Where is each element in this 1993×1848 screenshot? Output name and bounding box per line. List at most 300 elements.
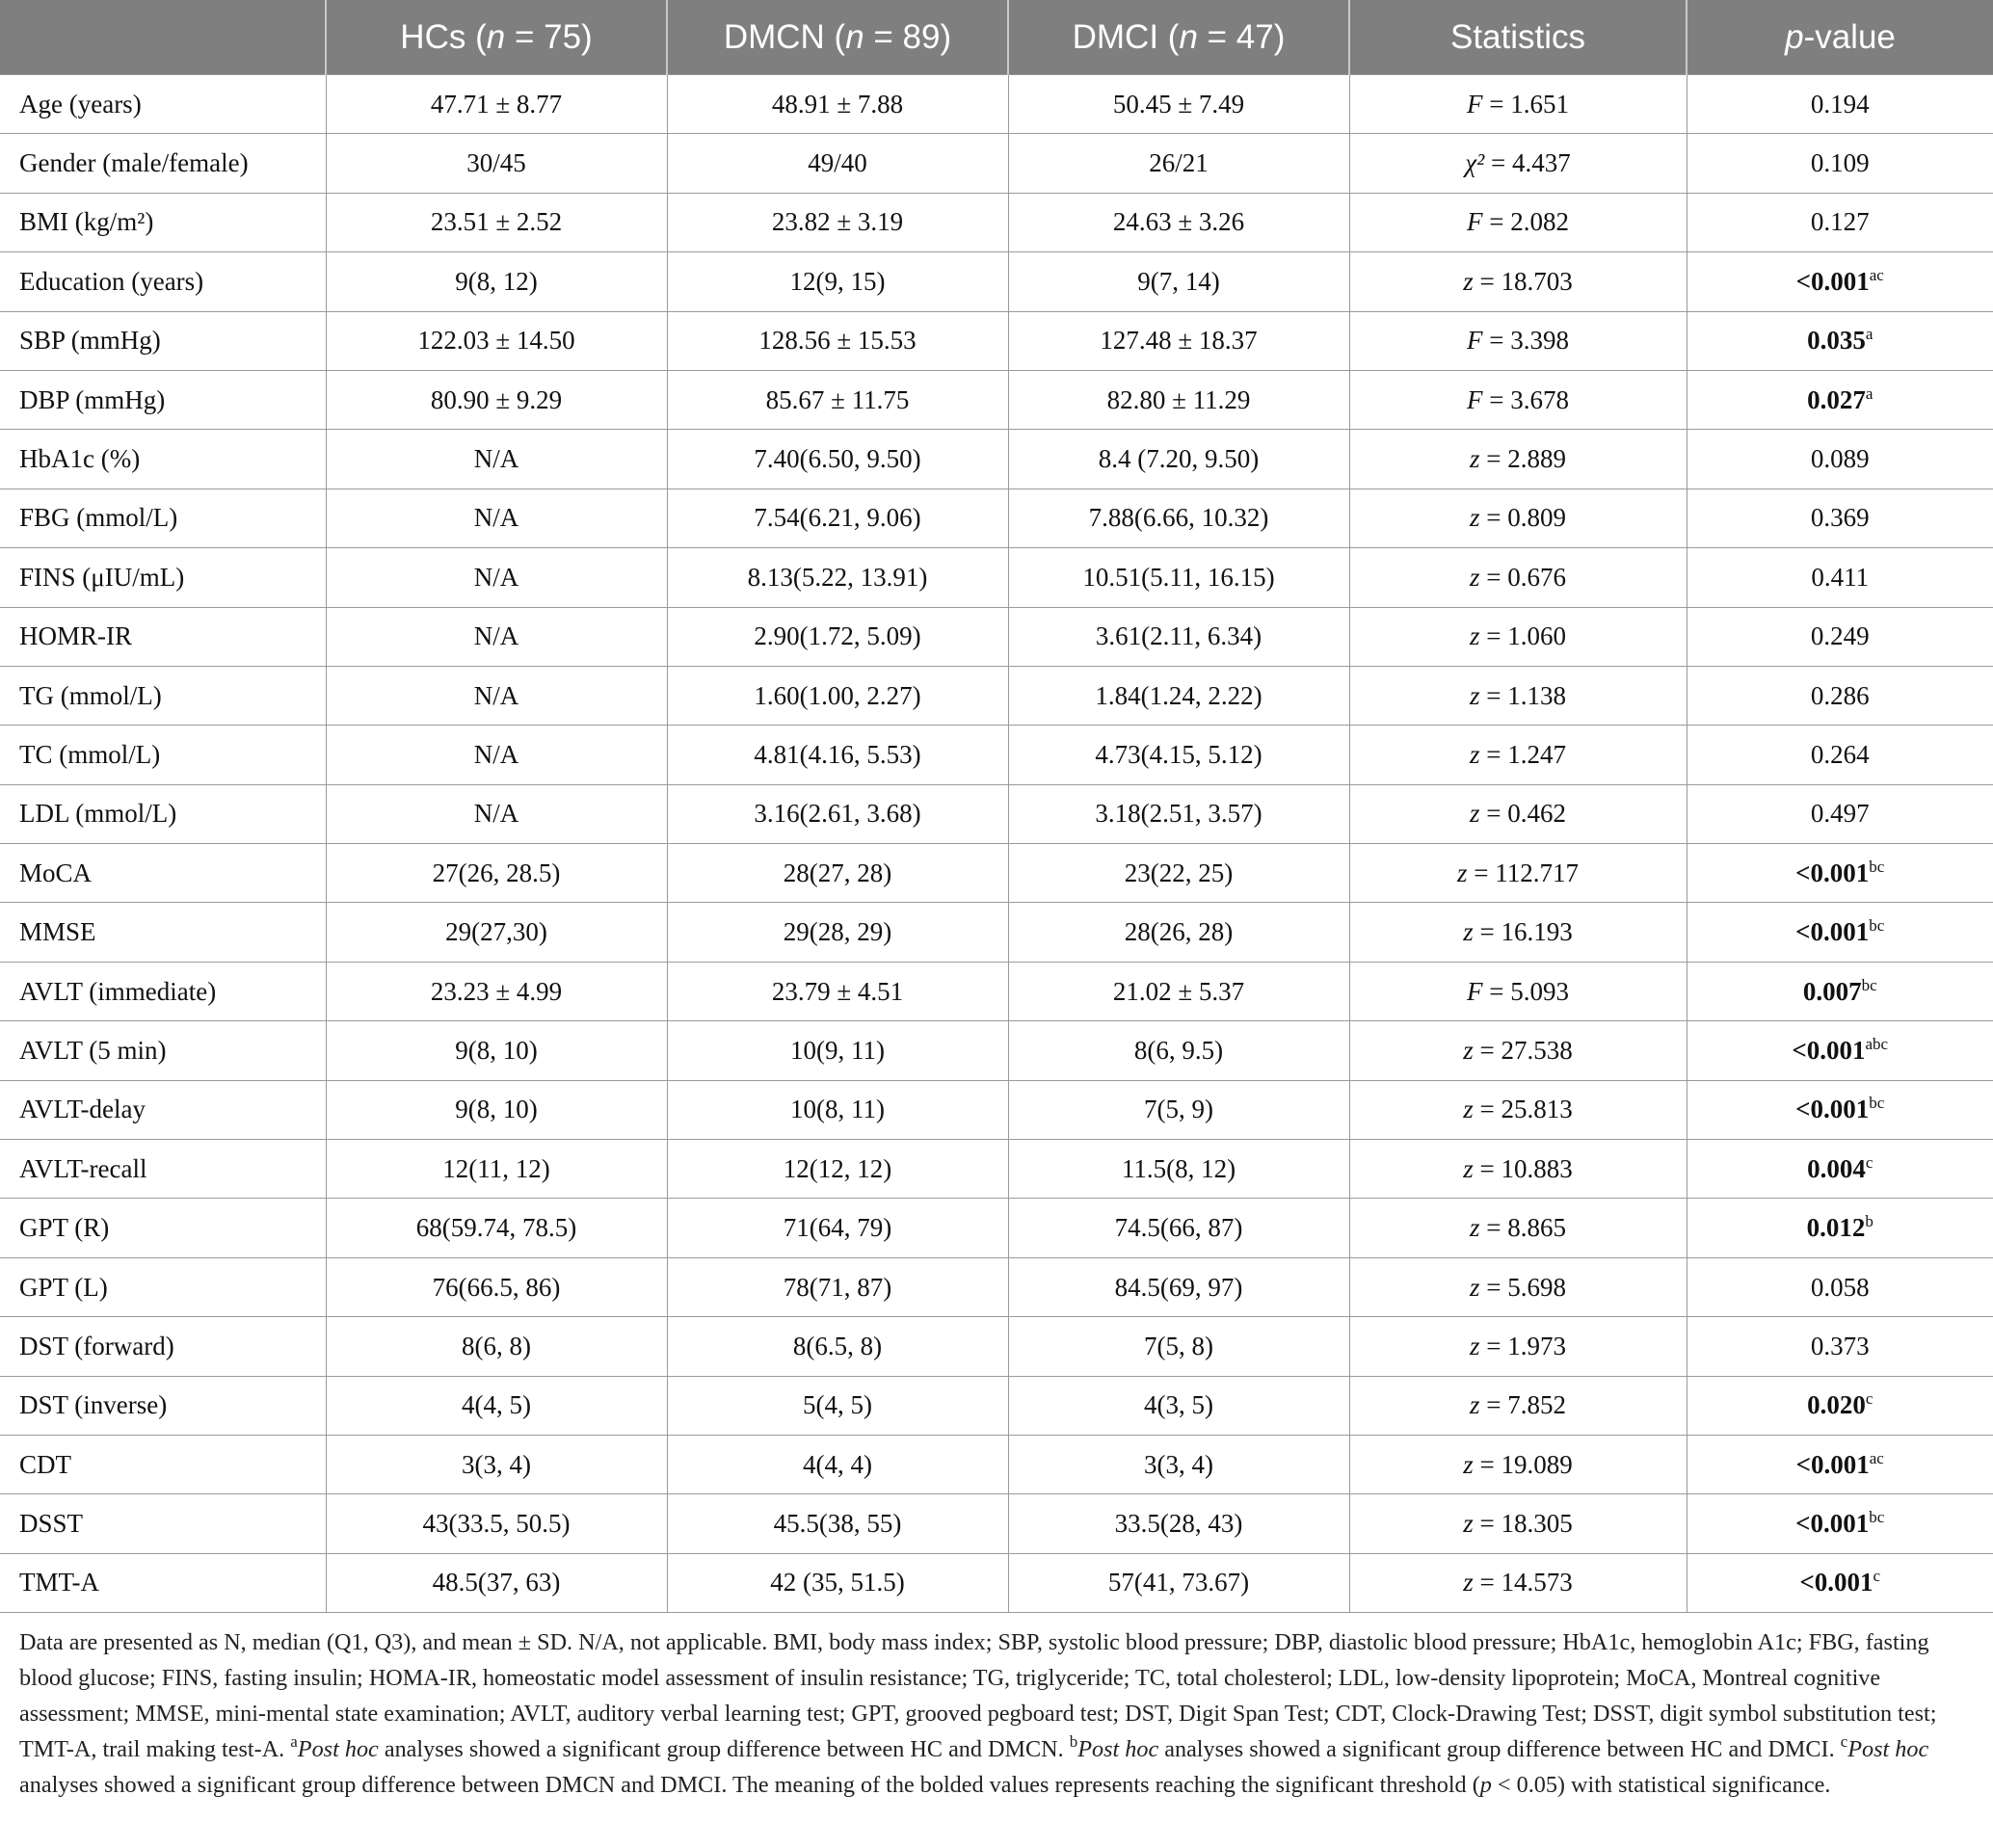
p-value-number: <0.001 (1795, 1449, 1870, 1479)
cell-dmci: 26/21 (1008, 134, 1349, 193)
header-hcs: HCs (n = 75) (326, 0, 667, 75)
cell-statistics (1349, 75, 1687, 134)
p-value-number: 0.127 (1810, 207, 1870, 237)
header-hcs-name: HCs (400, 17, 466, 56)
stat-symbol: F (1467, 384, 1483, 414)
cell-dmci: 3.61(2.11, 6.34) (1008, 607, 1349, 666)
stat-value: = 1.138 (1479, 680, 1566, 710)
cell-dmci: 21.02 ± 5.37 (1008, 962, 1349, 1020)
stat-value: = 112.717 (1467, 858, 1579, 887)
p-value-number: 0.194 (1810, 89, 1870, 119)
table-row (0, 666, 1993, 725)
cell-hcs: 80.90 ± 9.29 (326, 370, 667, 429)
cell-hcs: 9(8, 12) (326, 252, 667, 311)
p-value-superscript: ac (1869, 265, 1884, 284)
table-row (0, 1553, 1993, 1612)
footnote-end: < 0.05) with statistical significance. (1491, 1772, 1831, 1799)
cell-dmci: 7.88(6.66, 10.32) (1008, 488, 1349, 547)
cell-statistics (1349, 903, 1687, 962)
cell-dmcn: 10(8, 11) (667, 1080, 1008, 1139)
cell-statistics (1349, 1553, 1687, 1612)
stat-symbol: χ² (1465, 148, 1485, 178)
cell-dmcn: 3.16(2.61, 3.68) (667, 784, 1008, 843)
footnote-text-a: analyses showed a significant group difference between HC and DMCN. (378, 1736, 1070, 1763)
cell-dmcn: 8.13(5.22, 13.91) (667, 548, 1008, 607)
stat-symbol: z (1470, 680, 1480, 710)
cell-dmcn: 7.40(6.50, 9.50) (667, 430, 1008, 488)
footnote-posthoc-a: Post hoc (297, 1736, 379, 1763)
footnote-abbreviations: Data are presented as N, median (Q1, Q3), and mean ± SD. N/A, not applicable. BMI, body mass index; SBP, systolic blood pressure; DBP, diastolic blood pressure; HbA1c, hemoglobin A1c; FBG, fasting blood glucose; FINS, fasting insulin; HOMA-IR, homeostatic model assessment of insulin resistance; TG, triglyceride; TC, total cholesterol; LDL, low-density lipoprotein; MoCA, Montreal cognitive assessment; MMSE, mini-mental state examination; AVLT, auditory verbal learning test; GPT, grooved pegboard test; DST, Digit Span Test; CDT, Clock-Drawing Test; DSST, digit symbol substitution test; TMT-A, trail making test-A. (19, 1629, 1937, 1763)
cell-dmci: 33.5(28, 43) (1008, 1494, 1349, 1553)
p-value-number: 0.012 (1806, 1213, 1866, 1243)
header-variable (0, 0, 326, 75)
footnote-sup-b: b (1069, 1732, 1078, 1752)
header-p-italic: p (1785, 17, 1804, 56)
cell-statistics (1349, 607, 1687, 666)
cell-hcs: 30/45 (326, 134, 667, 193)
cell-statistics (1349, 666, 1687, 725)
header-dmci-n: n (1179, 17, 1198, 56)
footnote-text-c: analyses showed a significant group difference between DMCN and DMCI. The meaning of the bolded values represents reaching the significant threshold ( (19, 1772, 1480, 1799)
header-p-value (1687, 0, 1993, 75)
cell-dmcn: 10(9, 11) (667, 1021, 1008, 1080)
cell-dmci: 3.18(2.51, 3.57) (1008, 784, 1349, 843)
cell-statistics (1349, 1257, 1687, 1316)
cell-dmcn: 8(6.5, 8) (667, 1317, 1008, 1376)
cell-hcs: 4(4, 5) (326, 1376, 667, 1435)
cell-dmcn: 49/40 (667, 134, 1008, 193)
table-row (0, 548, 1993, 607)
stat-value: = 18.703 (1473, 266, 1573, 296)
cell-p-value (1687, 1553, 1993, 1612)
stat-value: = 7.852 (1479, 1390, 1566, 1420)
cell-dmcn: 23.82 ± 3.19 (667, 193, 1008, 251)
cell-dmcn: 78(71, 87) (667, 1257, 1008, 1316)
stat-value: = 1.247 (1479, 739, 1566, 769)
row-label: TC (mmol/L) (0, 726, 326, 784)
cell-p-value (1687, 370, 1993, 429)
cell-dmci: 23(22, 25) (1008, 844, 1349, 903)
cell-dmcn: 12(9, 15) (667, 252, 1008, 311)
row-label: HbA1c (%) (0, 430, 326, 488)
cell-hcs: N/A (326, 726, 667, 784)
cell-p-value (1687, 75, 1993, 134)
cell-statistics (1349, 962, 1687, 1020)
stat-value: = 0.809 (1479, 503, 1566, 533)
stat-symbol: z (1463, 1035, 1474, 1065)
cell-hcs: 68(59.74, 78.5) (326, 1199, 667, 1257)
cell-hcs: 23.51 ± 2.52 (326, 193, 667, 251)
stat-symbol: F (1467, 326, 1483, 356)
table-row (0, 1317, 1993, 1376)
cell-hcs: 8(6, 8) (326, 1317, 667, 1376)
cell-dmci: 8(6, 9.5) (1008, 1021, 1349, 1080)
cell-p-value (1687, 607, 1993, 666)
p-value-superscript: c (1865, 1389, 1873, 1409)
stat-value: = 5.698 (1479, 1272, 1566, 1302)
cell-p-value (1687, 311, 1993, 370)
header-dmcn-n: n (845, 17, 864, 56)
cell-dmci: 4.73(4.15, 5.12) (1008, 726, 1349, 784)
p-value-superscript: b (1865, 1212, 1873, 1231)
stat-value: = 10.883 (1473, 1153, 1573, 1183)
row-label: AVLT-recall (0, 1140, 326, 1199)
table-row (0, 726, 1993, 784)
row-label: Gender (male/female) (0, 134, 326, 193)
p-value-number: <0.001 (1795, 1509, 1870, 1539)
row-label: GPT (L) (0, 1257, 326, 1316)
cell-hcs: 48.5(37, 63) (326, 1553, 667, 1612)
p-value-superscript: a (1865, 383, 1873, 403)
footnote-posthoc-b: Post hoc (1077, 1736, 1159, 1763)
cell-dmcn: 48.91 ± 7.88 (667, 75, 1008, 134)
cell-hcs: N/A (326, 548, 667, 607)
cell-p-value (1687, 252, 1993, 311)
cell-dmci: 57(41, 73.67) (1008, 1553, 1349, 1612)
cell-p-value (1687, 430, 1993, 488)
stat-value: = 1.651 (1482, 89, 1569, 119)
cell-dmcn: 28(27, 28) (667, 844, 1008, 903)
cell-p-value (1687, 1021, 1993, 1080)
cell-dmci: 82.80 ± 11.29 (1008, 370, 1349, 429)
cell-dmci: 50.45 ± 7.49 (1008, 75, 1349, 134)
cell-dmci: 8.4 (7.20, 9.50) (1008, 430, 1349, 488)
cell-dmci: 7(5, 9) (1008, 1080, 1349, 1139)
p-value-superscript: bc (1869, 916, 1885, 936)
cell-p-value (1687, 844, 1993, 903)
footnote-p-italic: p (1479, 1772, 1492, 1799)
table-body (0, 75, 1993, 1613)
stat-symbol: z (1463, 1095, 1474, 1124)
cell-hcs: 76(66.5, 86) (326, 1257, 667, 1316)
p-value-superscript: bc (1869, 1094, 1885, 1113)
p-value-superscript: a (1865, 325, 1873, 344)
cell-p-value (1687, 134, 1993, 193)
cell-dmci: 74.5(66, 87) (1008, 1199, 1349, 1257)
p-value-number: 0.089 (1810, 444, 1870, 474)
table-row (0, 607, 1993, 666)
cell-dmci: 127.48 ± 18.37 (1008, 311, 1349, 370)
cell-dmci: 24.63 ± 3.26 (1008, 193, 1349, 251)
cell-dmcn: 45.5(38, 55) (667, 1494, 1008, 1553)
cell-dmci: 4(3, 5) (1008, 1376, 1349, 1435)
p-value-number: 0.020 (1807, 1390, 1866, 1420)
table-row (0, 193, 1993, 251)
stat-symbol: z (1457, 858, 1468, 887)
stat-value: = 4.437 (1484, 148, 1571, 178)
row-label: Age (years) (0, 75, 326, 134)
cell-hcs: 27(26, 28.5) (326, 844, 667, 903)
stat-symbol: F (1467, 89, 1483, 119)
table-row (0, 962, 1993, 1020)
cell-dmcn: 29(28, 29) (667, 903, 1008, 962)
cell-statistics (1349, 844, 1687, 903)
cell-statistics (1349, 1080, 1687, 1139)
row-label: CDT (0, 1435, 326, 1493)
p-value-superscript: abc (1865, 1034, 1889, 1053)
table-row (0, 784, 1993, 843)
p-value-superscript: bc (1861, 975, 1877, 994)
stat-value: = 1.060 (1479, 621, 1566, 651)
cell-statistics (1349, 548, 1687, 607)
stat-symbol: z (1470, 503, 1480, 533)
p-value-number: 0.286 (1810, 680, 1870, 710)
table-row (0, 311, 1993, 370)
footnote-sup-c: c (1840, 1732, 1848, 1752)
header-dmci: DMCI (n = 47) (1008, 0, 1349, 75)
header-statistics: Statistics (1349, 0, 1687, 75)
stat-symbol: z (1470, 799, 1480, 829)
cell-p-value (1687, 1080, 1993, 1139)
row-label: DST (forward) (0, 1317, 326, 1376)
p-value-superscript: ac (1869, 1448, 1884, 1467)
stat-symbol: z (1463, 1153, 1474, 1183)
cell-dmcn: 4.81(4.16, 5.53) (667, 726, 1008, 784)
p-value-number: 0.369 (1810, 503, 1870, 533)
cell-p-value (1687, 962, 1993, 1020)
cell-hcs: 9(8, 10) (326, 1080, 667, 1139)
stat-value: = 2.889 (1479, 444, 1566, 474)
row-label: DSST (0, 1494, 326, 1553)
cell-dmci: 1.84(1.24, 2.22) (1008, 666, 1349, 725)
cell-dmci: 3(3, 4) (1008, 1435, 1349, 1493)
p-value-number: 0.411 (1811, 562, 1870, 592)
cell-p-value (1687, 903, 1993, 962)
stat-symbol: z (1470, 739, 1480, 769)
table-row (0, 1494, 1993, 1553)
header-dmcn-name: DMCN (723, 17, 825, 56)
cell-statistics (1349, 1317, 1687, 1376)
cell-hcs: 23.23 ± 4.99 (326, 962, 667, 1020)
table-row (0, 75, 1993, 134)
cell-p-value (1687, 548, 1993, 607)
cell-dmcn: 1.60(1.00, 2.27) (667, 666, 1008, 725)
p-value-superscript: c (1873, 1567, 1881, 1586)
table-row (0, 430, 1993, 488)
cell-dmcn: 5(4, 5) (667, 1376, 1008, 1435)
row-label: HOMR-IR (0, 607, 326, 666)
header-dmci-name: DMCI (1072, 17, 1159, 56)
cell-p-value (1687, 784, 1993, 843)
stat-value: = 3.678 (1482, 384, 1569, 414)
stat-value: = 19.089 (1473, 1449, 1573, 1479)
header-dmcn-count: = 89 (864, 17, 941, 56)
cell-dmci: 84.5(69, 97) (1008, 1257, 1349, 1316)
cell-hcs: 122.03 ± 14.50 (326, 311, 667, 370)
cell-statistics (1349, 488, 1687, 547)
p-value-number: <0.001 (1792, 1035, 1866, 1065)
p-value-number: 0.497 (1810, 799, 1870, 829)
cell-hcs: N/A (326, 784, 667, 843)
stat-value: = 27.538 (1473, 1035, 1573, 1065)
row-label: MoCA (0, 844, 326, 903)
p-value-number: 0.035 (1807, 326, 1866, 356)
cell-statistics (1349, 1376, 1687, 1435)
table-row (0, 1021, 1993, 1080)
cell-p-value (1687, 1494, 1993, 1553)
cell-hcs: N/A (326, 488, 667, 547)
stat-symbol: z (1463, 266, 1474, 296)
p-value-number: 0.027 (1807, 384, 1866, 414)
header-p-rest: -value (1803, 17, 1896, 56)
p-value-number: 0.109 (1810, 148, 1870, 178)
stat-value: = 14.573 (1473, 1568, 1573, 1597)
row-label: DST (inverse) (0, 1376, 326, 1435)
footnote-text-b: analyses showed a significant group difference between HC and DMCI. (1158, 1736, 1841, 1763)
table-row (0, 1199, 1993, 1257)
table-row (0, 1435, 1993, 1493)
row-label: FINS (μIU/mL) (0, 548, 326, 607)
table-row (0, 1140, 1993, 1199)
stat-symbol: z (1470, 1213, 1480, 1243)
cell-p-value (1687, 193, 1993, 251)
stat-symbol: z (1463, 917, 1474, 947)
cell-dmcn: 42 (35, 51.5) (667, 1553, 1008, 1612)
cell-dmci: 28(26, 28) (1008, 903, 1349, 962)
cell-statistics (1349, 726, 1687, 784)
stat-symbol: F (1467, 207, 1483, 237)
cell-hcs: 12(11, 12) (326, 1140, 667, 1199)
row-label: AVLT (5 min) (0, 1021, 326, 1080)
p-value-number: <0.001 (1799, 1568, 1873, 1597)
stat-symbol: z (1463, 1568, 1474, 1597)
p-value-number: <0.001 (1795, 1095, 1870, 1124)
cell-p-value (1687, 1199, 1993, 1257)
table-row (0, 844, 1993, 903)
stat-value: = 0.462 (1479, 799, 1566, 829)
stat-symbol: z (1470, 1331, 1480, 1360)
header-row (0, 0, 1993, 75)
row-label: BMI (kg/m²) (0, 193, 326, 251)
table-row (0, 1257, 1993, 1316)
cell-p-value (1687, 666, 1993, 725)
cell-statistics (1349, 370, 1687, 429)
table-row (0, 252, 1993, 311)
stat-symbol: z (1470, 562, 1480, 592)
cell-p-value (1687, 1435, 1993, 1493)
cell-dmcn: 23.79 ± 4.51 (667, 962, 1008, 1020)
table-row (0, 370, 1993, 429)
row-label: Education (years) (0, 252, 326, 311)
stat-value: = 1.973 (1479, 1331, 1566, 1360)
table-row (0, 1080, 1993, 1139)
cell-dmci: 11.5(8, 12) (1008, 1140, 1349, 1199)
cell-hcs: 47.71 ± 8.77 (326, 75, 667, 134)
cell-dmcn: 12(12, 12) (667, 1140, 1008, 1199)
cell-statistics (1349, 1494, 1687, 1553)
cell-dmci: 9(7, 14) (1008, 252, 1349, 311)
p-value-number: 0.373 (1810, 1331, 1870, 1360)
cell-hcs: 9(8, 10) (326, 1021, 667, 1080)
cell-statistics (1349, 134, 1687, 193)
stat-symbol: z (1470, 621, 1480, 651)
row-label: SBP (mmHg) (0, 311, 326, 370)
cell-hcs: N/A (326, 430, 667, 488)
footnote-posthoc-c: Post hoc (1847, 1736, 1929, 1763)
cell-dmcn: 128.56 ± 15.53 (667, 311, 1008, 370)
cell-statistics (1349, 1199, 1687, 1257)
header-dmcn: DMCN (n = 89) (667, 0, 1008, 75)
stat-symbol: z (1463, 1449, 1474, 1479)
cell-dmcn: 85.67 ± 11.75 (667, 370, 1008, 429)
stat-symbol: F (1467, 976, 1483, 1006)
stat-value: = 2.082 (1482, 207, 1569, 237)
stat-symbol: z (1470, 444, 1480, 474)
cell-dmcn: 2.90(1.72, 5.09) (667, 607, 1008, 666)
stat-value: = 3.398 (1482, 326, 1569, 356)
cell-dmci: 7(5, 8) (1008, 1317, 1349, 1376)
table-header (0, 0, 1993, 75)
stat-symbol: z (1470, 1272, 1480, 1302)
cell-hcs: 3(3, 4) (326, 1435, 667, 1493)
cell-statistics (1349, 784, 1687, 843)
table-row (0, 903, 1993, 962)
table-row (0, 488, 1993, 547)
table-row (0, 134, 1993, 193)
row-label: DBP (mmHg) (0, 370, 326, 429)
stat-value: = 25.813 (1473, 1095, 1573, 1124)
stat-value: = 0.676 (1479, 562, 1566, 592)
p-value-number: 0.058 (1810, 1272, 1870, 1302)
cell-hcs: N/A (326, 607, 667, 666)
cell-statistics (1349, 430, 1687, 488)
p-value-number: 0.264 (1810, 739, 1870, 769)
p-value-number: <0.001 (1795, 266, 1870, 296)
cell-p-value (1687, 1140, 1993, 1199)
cell-dmcn: 7.54(6.21, 9.06) (667, 488, 1008, 547)
cell-statistics (1349, 1021, 1687, 1080)
cell-p-value (1687, 1317, 1993, 1376)
row-label: AVLT-delay (0, 1080, 326, 1139)
cell-statistics (1349, 311, 1687, 370)
cell-p-value (1687, 488, 1993, 547)
cell-statistics (1349, 252, 1687, 311)
row-label: LDL (mmol/L) (0, 784, 326, 843)
cell-dmcn: 71(64, 79) (667, 1199, 1008, 1257)
p-value-number: 0.004 (1807, 1153, 1866, 1183)
p-value-superscript: bc (1869, 857, 1885, 876)
stat-value: = 18.305 (1473, 1509, 1573, 1539)
header-hcs-count: = 75 (505, 17, 582, 56)
cell-hcs: N/A (326, 666, 667, 725)
table-footnote (0, 1613, 1993, 1803)
row-label: AVLT (immediate) (0, 962, 326, 1020)
cell-statistics (1349, 1435, 1687, 1493)
row-label: MMSE (0, 903, 326, 962)
p-value-number: <0.001 (1795, 917, 1870, 947)
table-row (0, 1376, 1993, 1435)
p-value-superscript: bc (1869, 1508, 1885, 1527)
header-dmci-count: = 47 (1197, 17, 1274, 56)
cell-statistics (1349, 193, 1687, 251)
stat-symbol: z (1470, 1390, 1480, 1420)
footnote-sup-a: a (290, 1732, 298, 1752)
stat-value: = 8.865 (1479, 1213, 1566, 1243)
cell-statistics (1349, 1140, 1687, 1199)
p-value-number: 0.007 (1802, 976, 1862, 1006)
cell-hcs: 43(33.5, 50.5) (326, 1494, 667, 1553)
stat-symbol: z (1463, 1509, 1474, 1539)
cell-p-value (1687, 726, 1993, 784)
p-value-number: <0.001 (1795, 858, 1870, 887)
row-label: TG (mmol/L) (0, 666, 326, 725)
row-label: TMT-A (0, 1553, 326, 1612)
cell-p-value (1687, 1376, 1993, 1435)
p-value-number: 0.249 (1810, 621, 1870, 651)
cell-dmci: 10.51(5.11, 16.15) (1008, 548, 1349, 607)
row-label: GPT (R) (0, 1199, 326, 1257)
stat-value: = 16.193 (1473, 917, 1573, 947)
